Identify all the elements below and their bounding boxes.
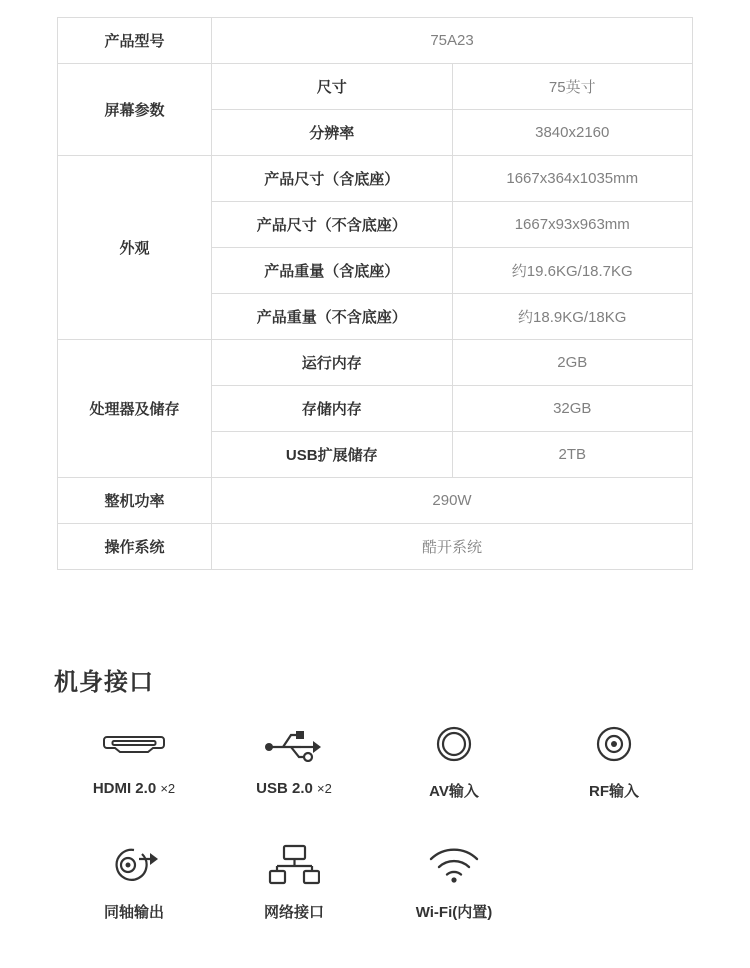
port-name: AV输入 [429,783,479,800]
spec-value: 1667x364x1035mm [452,156,693,202]
spec-sublabel: 产品重量（含底座） [212,248,453,294]
av-input-icon [434,718,474,770]
spec-value: 约19.6KG/18.7KG [452,248,693,294]
port-name: USB 2.0 [256,780,313,797]
spec-label: 屏幕参数 [58,64,212,156]
spec-value: 1667x93x963mm [452,202,693,248]
ports-grid [54,718,696,922]
spec-value: 2TB [452,432,693,478]
port-multiplier: ×2 [317,781,332,796]
spec-sublabel: 产品重量（不含底座） [212,294,453,340]
port-label [93,780,175,797]
spec-value: 32GB [452,386,693,432]
port-item-coaxial-output [54,839,214,922]
rf-input-icon [594,718,634,770]
table-row [58,18,693,64]
port-item-av-input [374,718,534,801]
table-row [58,340,693,386]
spec-label: 产品型号 [58,18,212,64]
hdmi-port-icon [103,718,165,770]
spec-sublabel: 运行内存 [212,340,453,386]
ports-row-2 [54,839,696,922]
port-label [589,780,639,801]
usb-port-icon [263,718,325,770]
ports-row-1 [54,718,696,801]
wifi-icon [427,839,481,891]
spec-value: 酷开系统 [212,524,693,570]
port-name: 网络接口 [263,904,324,921]
spec-value: 3840x2160 [452,110,693,156]
port-item-usb [214,718,374,801]
ports-section-title: 机身接口 [54,669,154,696]
port-multiplier: ×2 [160,781,176,796]
spec-sublabel: USB扩展储存 [212,432,453,478]
port-label [416,901,493,922]
port-item-rf-input [534,718,694,801]
port-item-ethernet [214,839,374,922]
spec-value: 2GB [452,340,693,386]
port-name: HDMI 2.0 [92,780,157,797]
port-name: Wi-Fi(内置) [415,904,493,921]
spec-table-container [57,17,693,570]
spec-value: 290W [212,478,693,524]
port-label [104,901,164,922]
port-name: RF输入 [589,783,639,800]
spec-sublabel: 存储内存 [212,386,453,432]
spec-sublabel: 产品尺寸（不含底座） [212,202,453,248]
port-label [429,780,479,801]
table-row [58,478,693,524]
table-row [58,156,693,202]
coaxial-output-icon [106,839,162,891]
spec-sublabel: 尺寸 [212,64,453,110]
port-label [264,901,324,922]
table-row [58,64,693,110]
spec-label: 外观 [58,156,212,340]
spec-value: 75A23 [212,18,693,64]
port-item-wifi [374,839,534,922]
ethernet-port-icon [268,839,320,891]
spec-value: 约18.9KG/18KG [452,294,693,340]
spec-sublabel: 分辨率 [212,110,453,156]
spec-value: 75英寸 [452,64,693,110]
port-name: 同轴输出 [103,904,164,921]
spec-label: 处理器及储存 [58,340,212,478]
port-label [256,780,332,797]
spec-label: 操作系统 [58,524,212,570]
port-item-hdmi [54,718,214,801]
spec-sublabel: 产品尺寸（含底座） [212,156,453,202]
table-row [58,524,693,570]
spec-label: 整机功率 [58,478,212,524]
spec-table [57,17,693,570]
